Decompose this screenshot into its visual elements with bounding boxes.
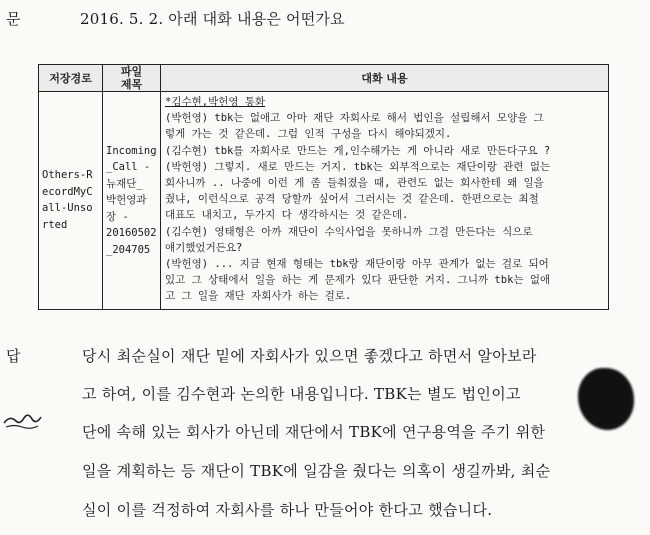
title-line: 장 -: [106, 210, 129, 223]
path-line: all-Unso: [42, 202, 93, 215]
path-line: Others-R: [42, 169, 93, 182]
question-row: [6, 8, 646, 30]
answer-label: 답: [6, 347, 21, 365]
ink-blot-redaction: [578, 368, 634, 430]
header-storage-path: 저장경로: [39, 65, 103, 92]
title-line: _Call -: [106, 161, 151, 174]
dialogue-line: 있고 그 상태에서 일을 하는 게 문제가 있다 판단한 거지. 그니까 tbk는 없애: [165, 274, 551, 287]
header-file-title-line: 파일: [120, 65, 143, 78]
answer-line: 고 하여, 이를 김수현과 논의한 내용입니다. TBK는 별도 법인이고: [82, 385, 521, 403]
answer-line: 단에 속해 있는 회사가 아닌데 재단에서 TBK에 연구용역을 주기 위한: [82, 423, 546, 441]
conversation-table: [38, 64, 609, 310]
answer-line: 일을 계획하는 등 재단이 TBK에 일감을 줬다는 의혹이 생길까봐, 최순: [82, 462, 551, 480]
path-line: rted: [42, 218, 68, 231]
dialogue-line: (김수현) 영태형은 아까 재단이 수익사업을 못하니까 그걸 만든다는 식으로: [165, 225, 533, 238]
table-header-row: [39, 65, 609, 92]
conversation-cell: [161, 92, 609, 310]
title-line: 뉴재단_: [106, 177, 143, 190]
dialogue-line: (박헌영) tbk는 없애고 아마 재단 자회사로 해서 법인을 설립해서 모양을 그: [165, 112, 544, 125]
dialogue-line: 대표도 내치고, 두가지 다 생각하시는 것 같은데.: [165, 209, 409, 222]
file-title-cell: [103, 92, 161, 310]
title-line: Incoming: [106, 144, 157, 157]
path-line: ecordMyC: [42, 185, 93, 198]
question-label: 문: [6, 10, 21, 28]
dialogue-line: 줬냐, 이런식으로 공격 당할까 싶어서 그러시는 것 같은데. 한편으로는 최철: [165, 193, 539, 206]
storage-path-cell: [39, 92, 103, 310]
speakers-line: *김수현,박헌영 통화: [165, 96, 266, 108]
header-file-title-line: 제목: [120, 78, 143, 91]
title-line: 20160502: [106, 227, 157, 240]
dialogue-line: (김수현) tbk를 자회사로 만드는 게,인수해가는 게 아니라 새로 만든다구요 ?: [165, 144, 551, 157]
dialogue-line: (박헌영) 그렇지. 새로 만드는 거지. tbk는 외부적으로는 재단이랑 관련 없는: [165, 160, 551, 173]
dialogue-line: (박헌영) ... 지금 현재 형태는 tbk랑 재단이랑 아무 관계가 없는 걸로 되어: [165, 258, 549, 271]
header-file-title: [103, 65, 161, 92]
answer-line: 실이 이를 걱정하여 자회사를 하나 만들어야 한다고 했습니다.: [82, 501, 493, 519]
margin-scribble-icon: [0, 405, 50, 435]
table-row: [39, 92, 609, 310]
header-conversation: 대화 내용: [161, 65, 609, 92]
question-text: 2016. 5. 2. 아래 대화 내용은 어떤가요: [80, 10, 345, 28]
title-line: _204705: [106, 243, 151, 256]
dialogue-line: 얘기했었거든요?: [165, 241, 243, 254]
dialogue-line: 렇게 가는 것 같은데. 그럼 인적 구성을 다시 해야되겠지.: [165, 128, 452, 141]
dialogue-line: 고 그 일을 재단 자회사가 하는 걸로.: [165, 290, 352, 303]
dialogue-line: 회사니까 .. 나중에 이런 게 좀 들춰졌을 때, 관련도 없는 회사한테 왜 일을: [165, 177, 544, 190]
title-line: 박헌영과: [106, 194, 147, 207]
answer-line: 당시 최순실이 재단 밑에 자회사가 있으면 좋겠다고 하면서 알아보라: [82, 347, 537, 365]
